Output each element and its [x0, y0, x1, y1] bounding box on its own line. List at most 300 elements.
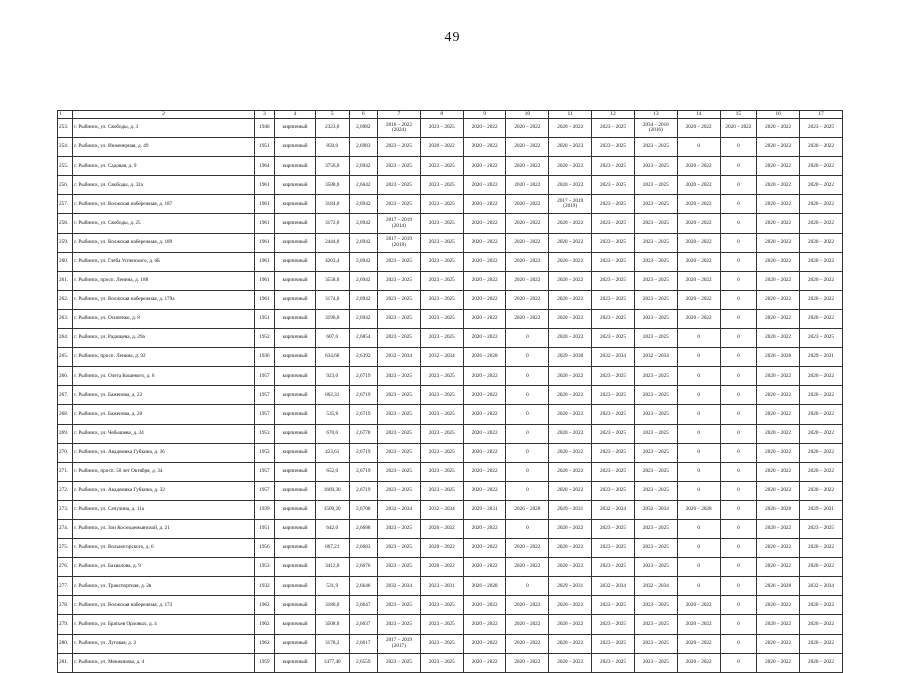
table-row — [58, 290, 843, 309]
table-cell: 2020 – 2022 — [757, 653, 800, 672]
table-cell: 2020 – 2022 — [549, 653, 592, 672]
column-number-cell: 13 — [634, 111, 677, 119]
table-cell: 1957 — [254, 405, 274, 424]
table-cell: 2023 – 2025 — [592, 309, 635, 328]
table-cell: 2,6942 — [349, 195, 378, 214]
table-cell: 2020 – 2022 — [757, 329, 800, 348]
row-number-cell: 266. — [58, 367, 73, 386]
table-cell: 2020 – 2022 — [463, 539, 506, 558]
table-cell: 2023 – 2025 — [378, 462, 421, 481]
table-cell: 2023 – 2025 — [420, 481, 463, 500]
table-cell: 2020 – 2022 — [549, 119, 592, 138]
table-cell: 3186,0 — [315, 596, 349, 615]
table-cell: кирпичный — [275, 386, 316, 405]
table-row — [58, 405, 843, 424]
table-cell: 2029 – 2031 — [800, 500, 843, 519]
table-cell: 1961 — [254, 233, 274, 252]
table-cell: 2,6683 — [349, 539, 378, 558]
table-cell: кирпичный — [275, 271, 316, 290]
table-cell: 2023 – 2025 — [634, 519, 677, 538]
table-cell: 0 — [720, 634, 757, 653]
table-cell: 3588,0 — [315, 176, 349, 195]
column-number-cell: 1 — [58, 111, 73, 119]
table-cell: 2023 – 2025 — [420, 195, 463, 214]
table-cell: 2020 – 2022 — [506, 233, 549, 252]
address-cell: г. Рыбинск, ул. Чебышева, д. 34 — [73, 424, 254, 443]
table-cell: 0 — [506, 348, 549, 367]
table-cell: 2020 – 2022 — [757, 290, 800, 309]
table-cell: 2020 – 2022 — [800, 424, 843, 443]
table-cell: 2017 – 2019 (2019) — [549, 195, 592, 214]
table-cell: 0 — [720, 386, 757, 405]
table-cell: 2016 – 2022 (2024) — [378, 119, 421, 138]
table-cell: 2020 – 2022 — [506, 558, 549, 577]
table-cell: 2020 – 2022 — [800, 367, 843, 386]
address-cell: г. Рыбинск, просп. Ленина, д. 188 — [73, 271, 254, 290]
row-number-cell: 264. — [58, 329, 73, 348]
table-cell: 2023 – 2025 — [634, 481, 677, 500]
table-cell: 2023 – 2025 — [592, 367, 635, 386]
table-cell: 1951 — [254, 138, 274, 157]
table-cell: 0 — [677, 424, 720, 443]
table-cell: 2020 – 2022 — [677, 252, 720, 271]
table-cell: 0 — [720, 309, 757, 328]
table-cell: 2020 – 2022 — [549, 176, 592, 195]
table-cell: 2020 – 2022 — [463, 271, 506, 290]
table-cell: 2020 – 2022 — [677, 309, 720, 328]
table-cell: 2023 – 2025 — [420, 214, 463, 233]
table-cell: 2,6854 — [349, 329, 378, 348]
table-cell: 2020 – 2022 — [549, 615, 592, 634]
table-cell: 2023 – 2025 — [378, 176, 421, 195]
address-cell: г. Рыбинск, ул. Глеба Успенского, д. 6Б — [73, 252, 254, 271]
table-cell: 2020 – 2022 — [549, 462, 592, 481]
table-cell: 2023 – 2025 — [634, 596, 677, 615]
address-cell: г. Рыбинск, ул. Свободы, д. 3 — [73, 119, 254, 138]
row-number-cell: 255. — [58, 157, 73, 176]
table-cell: 2020 – 2022 — [757, 157, 800, 176]
table-row — [58, 309, 843, 328]
table-cell: 0 — [677, 519, 720, 538]
table-cell: кирпичный — [275, 653, 316, 672]
row-number-cell: 278. — [58, 596, 73, 615]
table-cell: 2023 – 2025 — [378, 367, 421, 386]
row-number-cell: 265. — [58, 348, 73, 367]
table-cell: 1961 — [254, 271, 274, 290]
address-cell: г. Рыбинск, ул. Бахвалова, д. 9 — [73, 558, 254, 577]
table-cell: 2020 – 2022 — [677, 615, 720, 634]
table-cell: 0 — [506, 367, 549, 386]
table-cell: 2020 – 2022 — [463, 157, 506, 176]
table-cell: 2020 – 2022 — [506, 195, 549, 214]
table-cell: 3558,0 — [315, 271, 349, 290]
row-number-cell: 276. — [58, 558, 73, 577]
table-cell: 2022 – 2025 — [420, 157, 463, 176]
table-cell: 0 — [720, 653, 757, 672]
table-cell: 2020 – 2022 — [463, 558, 506, 577]
table-cell: 2020 – 2022 — [420, 519, 463, 538]
table-cell: 0 — [720, 290, 757, 309]
table-cell: 0 — [720, 539, 757, 558]
table-cell: 2020 – 2022 — [463, 309, 506, 328]
table-cell: 2029 – 2030 — [549, 348, 592, 367]
table-cell: 2034 – 2016 (2016) — [634, 119, 677, 138]
table-cell: 2023 – 2025 — [378, 252, 421, 271]
table-cell: 2,6392 — [349, 348, 378, 367]
table-cell: 2020 – 2022 — [549, 519, 592, 538]
table-cell: 1956 — [254, 539, 274, 558]
table-cell: 2023 – 2025 — [634, 615, 677, 634]
table-cell: 0 — [720, 405, 757, 424]
table-cell: 2020 – 2022 — [800, 539, 843, 558]
housing-registry-table — [57, 110, 843, 673]
table-cell: 2020 – 2022 — [463, 176, 506, 195]
address-cell: г. Рыбинск, ул. Сечулина, д. 11а — [73, 500, 254, 519]
table-cell: 2020 – 2022 — [677, 157, 720, 176]
page-number: 49 — [444, 30, 461, 45]
table-cell: 2032 – 2034 — [592, 577, 635, 596]
table-cell: 2023 – 2025 — [634, 462, 677, 481]
table-cell: 2020 – 2022 — [549, 309, 592, 328]
table-cell: 2032 – 2034 — [592, 500, 635, 519]
row-number-cell: 258. — [58, 214, 73, 233]
table-row — [58, 596, 843, 615]
table-cell: 0 — [506, 519, 549, 538]
table-cell: 2020 – 2022 — [800, 176, 843, 195]
table-cell: 2020 – 2022 — [463, 405, 506, 424]
address-cell: г. Рыбинск, ул. Баженова, д. 28 — [73, 405, 254, 424]
table-cell: кирпичный — [275, 462, 316, 481]
table-row — [58, 577, 843, 596]
table-cell: 2,6983 — [349, 138, 378, 157]
table-cell: кирпичный — [275, 138, 316, 157]
table-cell: 1959 — [254, 653, 274, 672]
table-cell: 2020 – 2022 — [757, 214, 800, 233]
table-cell: 2023 – 2025 — [420, 367, 463, 386]
table-cell: 2020 – 2022 — [463, 367, 506, 386]
table-cell: 2,6719 — [349, 443, 378, 462]
table-cell: 0 — [677, 348, 720, 367]
column-number-cell: 16 — [757, 111, 800, 119]
table-cell: 2020 – 2022 — [757, 481, 800, 500]
table-cell: 2023 – 2025 — [592, 233, 635, 252]
table-cell: 2020 – 2022 — [506, 539, 549, 558]
table-cell: 2029 – 2031 — [800, 348, 843, 367]
table-cell: 2020 – 2022 — [463, 615, 506, 634]
column-number-cell: 7 — [378, 111, 421, 119]
row-number-cell: 262. — [58, 290, 73, 309]
table-cell: 0 — [720, 424, 757, 443]
table-cell: 2017 – 2019 (2017) — [378, 634, 421, 653]
table-cell: 0 — [506, 405, 549, 424]
table-cell: 2444,0 — [315, 233, 349, 252]
table-cell: 1509,20 — [315, 500, 349, 519]
table-cell: 2020 – 2022 — [757, 367, 800, 386]
table-cell: 2023 – 2025 — [420, 290, 463, 309]
table-cell: 2023 – 2025 — [592, 653, 635, 672]
table-cell: 2023 – 2025 — [592, 405, 635, 424]
table-row — [58, 653, 843, 672]
table-cell: 2017 – 2019 (2014) — [378, 214, 421, 233]
table-cell: 2,6688 — [349, 519, 378, 538]
table-cell: 2023 – 2025 — [420, 462, 463, 481]
table-cell: 2023 – 2025 — [378, 519, 421, 538]
table-cell: 1953 — [254, 558, 274, 577]
table-cell: 0 — [720, 329, 757, 348]
table-cell: 2023 – 2025 — [634, 195, 677, 214]
address-cell: г. Рыбинск, ул. Менжинова, д. 4 — [73, 653, 254, 672]
table-cell: кирпичный — [275, 329, 316, 348]
table-cell: 2020 – 2022 — [506, 214, 549, 233]
column-number-cell: 14 — [677, 111, 720, 119]
table-cell: 2020 – 2022 — [757, 615, 800, 634]
table-cell: 2020 – 2022 — [800, 558, 843, 577]
table-cell: 2023 – 2025 — [634, 539, 677, 558]
column-number-cell: 4 — [275, 111, 316, 119]
table-cell: 2023 – 2025 — [420, 309, 463, 328]
table-cell: 2023 – 2025 — [420, 443, 463, 462]
row-number-cell: 281. — [58, 653, 73, 672]
table-cell: 1953 — [254, 424, 274, 443]
address-cell: г. Рыбинск, просп. Ленина, д. 92 — [73, 348, 254, 367]
table-cell: 2,6708 — [349, 500, 378, 519]
table-cell: 2023 – 2025 — [420, 424, 463, 443]
table-cell: 2020 – 2022 — [549, 405, 592, 424]
table-cell: 2020 – 2022 — [757, 309, 800, 328]
table-cell: 2023 – 2025 — [592, 176, 635, 195]
table-cell: 2023 – 2025 — [634, 138, 677, 157]
table-cell: 1951 — [254, 309, 274, 328]
table-cell: 2023 – 2025 — [592, 195, 635, 214]
address-cell: г. Рыбинск, ул. Баженова, д. 22 — [73, 386, 254, 405]
table-cell: 0 — [506, 481, 549, 500]
table-cell: 1957 — [254, 481, 274, 500]
table-cell: 2029 – 2031 — [549, 577, 592, 596]
column-number-cell: 3 — [254, 111, 274, 119]
table-cell: 2020 – 2022 — [677, 290, 720, 309]
table-cell: 2023 – 2025 — [634, 252, 677, 271]
table-cell: 1477,40 — [315, 653, 349, 672]
table-cell: 2032 – 2034 — [592, 348, 635, 367]
table-cell: 0 — [720, 157, 757, 176]
table-cell: 2020 – 2022 — [757, 233, 800, 252]
column-number-cell: 15 — [720, 111, 757, 119]
table-cell: 2026 – 2028 — [757, 348, 800, 367]
table-cell: 2023 – 2025 — [592, 481, 635, 500]
address-cell: г. Рыбинск, ул. Радищева, д. 29а — [73, 329, 254, 348]
table-cell: 2023 – 2025 — [592, 271, 635, 290]
table-cell: кирпичный — [275, 577, 316, 596]
table-cell: 2,6637 — [349, 615, 378, 634]
address-cell: г. Рыбинск, ул. Вольногорского, д. 6 — [73, 539, 254, 558]
table-cell: 2020 – 2022 — [506, 634, 549, 653]
table-cell: 1964 — [254, 157, 274, 176]
table-cell: 2023 – 2025 — [378, 443, 421, 462]
table-cell: 1961 — [254, 176, 274, 195]
table-cell: 2020 – 2022 — [549, 252, 592, 271]
table-cell: 2032 – 2034 — [634, 500, 677, 519]
column-number-cell: 10 — [506, 111, 549, 119]
table-cell: 1962 — [254, 596, 274, 615]
table-cell: 2020 – 2022 — [757, 138, 800, 157]
table-cell: 0 — [720, 348, 757, 367]
table-cell: 2020 – 2022 — [800, 653, 843, 672]
table-cell: 2023 – 2025 — [634, 405, 677, 424]
table-cell: 2023 – 2025 — [420, 329, 463, 348]
table-row — [58, 443, 843, 462]
table-cell: кирпичный — [275, 367, 316, 386]
table-cell: 1953 — [254, 443, 274, 462]
table-cell: 2,6778 — [349, 424, 378, 443]
table-cell: 2023 – 2025 — [592, 157, 635, 176]
table-cell: 2020 – 2022 — [800, 309, 843, 328]
table-cell: 2020 – 2022 — [677, 176, 720, 195]
table-cell: 850,0 — [315, 138, 349, 157]
table-cell: 2020 – 2022 — [757, 519, 800, 538]
table-cell: 923,0 — [315, 367, 349, 386]
table-cell: 2020 – 2022 — [800, 214, 843, 233]
table-cell: 2020 – 2022 — [463, 481, 506, 500]
row-number-cell: 270. — [58, 443, 73, 462]
table-cell: 2020 – 2022 — [463, 386, 506, 405]
table-cell: 2020 – 2022 — [800, 271, 843, 290]
row-number-cell: 268. — [58, 405, 73, 424]
table-cell: 2020 – 2022 — [549, 157, 592, 176]
table-cell: 2023 – 2025 — [634, 443, 677, 462]
table-cell: 2023 – 2025 — [634, 309, 677, 328]
table-cell: 2023 – 2025 — [592, 290, 635, 309]
table-cell: 2,6942 — [349, 233, 378, 252]
address-cell: г. Рыбинск, ул. Волжская набережная, д. 173 — [73, 596, 254, 615]
table-cell: 2020 – 2022 — [757, 252, 800, 271]
table-cell: 2023 – 2025 — [378, 157, 421, 176]
table-cell: 0 — [506, 443, 549, 462]
table-row — [58, 348, 843, 367]
table-cell: 2023 – 2025 — [592, 596, 635, 615]
table-cell: 2023 – 2025 — [378, 596, 421, 615]
table-cell: 642,0 — [315, 519, 349, 538]
table-cell: 2,6719 — [349, 386, 378, 405]
row-number-cell: 279. — [58, 615, 73, 634]
table-cell: 3174,0 — [315, 290, 349, 309]
table-cell: кирпичный — [275, 195, 316, 214]
table-cell: 2,6559 — [349, 653, 378, 672]
table-cell: 2020 – 2023 — [549, 138, 592, 157]
table-cell: 2026 – 2028 — [463, 348, 506, 367]
table-cell: 423,61 — [315, 443, 349, 462]
table-cell: 0 — [506, 462, 549, 481]
table-cell: 0 — [506, 577, 549, 596]
table-cell: 2,6617 — [349, 634, 378, 653]
table-cell: 667,21 — [315, 539, 349, 558]
table-cell: 662,31 — [315, 386, 349, 405]
address-cell: г. Рыбинск, ул. Транспортная, д. 2в — [73, 577, 254, 596]
table-cell: 2020 – 2022 — [549, 481, 592, 500]
address-cell: г. Рыбинск, ул. Луговая, д. 3 — [73, 634, 254, 653]
table-cell: 2023 – 2025 — [378, 329, 421, 348]
table-cell: 2023 – 2025 — [378, 290, 421, 309]
table-cell: 2023 – 2025 — [634, 271, 677, 290]
table-row — [58, 195, 843, 214]
table-cell: 2020 – 2022 — [677, 271, 720, 290]
row-number-cell: 269. — [58, 424, 73, 443]
table-cell: 2026 – 2028 — [463, 577, 506, 596]
address-cell: г. Рыбинск, ул. Инженерная, д. 49 — [73, 138, 254, 157]
column-number-cell: 8 — [420, 111, 463, 119]
table-cell: 2032 – 2034 — [800, 577, 843, 596]
table-cell: 2020 – 2022 — [463, 233, 506, 252]
table-cell: 1936 — [254, 348, 274, 367]
table-cell: 670,0 — [315, 424, 349, 443]
table-cell: 2032 – 2034 — [420, 348, 463, 367]
table-cell: 2023 – 2025 — [592, 119, 635, 138]
table-cell: 2026 – 2028 — [677, 500, 720, 519]
address-cell: г. Рыбинск, ул. Зои Космодемьянской, д. 21 — [73, 519, 254, 538]
table-row — [58, 615, 843, 634]
table-cell: 2,6942 — [349, 309, 378, 328]
table-row — [58, 481, 843, 500]
table-cell: 2023 – 2025 — [420, 653, 463, 672]
address-cell: г. Рыбинск, ул. Академика Губкина, д. 36 — [73, 443, 254, 462]
table-cell: 2020 – 2022 — [549, 634, 592, 653]
column-number-row — [58, 111, 843, 119]
table-cell: 2017 – 2019 (2018) — [378, 233, 421, 252]
table-cell: 2020 – 2022 — [800, 233, 843, 252]
table-cell: 2020 – 2022 — [800, 405, 843, 424]
table-cell: 2,6982 — [349, 119, 378, 138]
row-number-cell: 256. — [58, 176, 73, 195]
table-cell: 2032 – 2034 — [378, 577, 421, 596]
row-number-cell: 260. — [58, 252, 73, 271]
table-cell: 2020 – 2022 — [800, 443, 843, 462]
table-cell: 2020 – 2022 — [463, 596, 506, 615]
table-cell: кирпичный — [275, 539, 316, 558]
table-cell: 3172,0 — [315, 214, 349, 233]
table-cell: 2,6647 — [349, 596, 378, 615]
table-cell: 2020 – 2022 — [463, 634, 506, 653]
table-cell: кирпичный — [275, 157, 316, 176]
table-cell: 607,0 — [315, 329, 349, 348]
table-cell: 0 — [720, 252, 757, 271]
table-cell: 2020 – 2022 — [800, 195, 843, 214]
table-cell: 0 — [677, 558, 720, 577]
table-cell: 2023 – 2025 — [634, 634, 677, 653]
address-cell: г. Рыбинск, ул. Свободы, д. 25 — [73, 214, 254, 233]
table-cell: 2020 – 2022 — [549, 596, 592, 615]
table-cell: 0 — [720, 195, 757, 214]
table-cell: 2020 – 2022 — [677, 119, 720, 138]
table-cell: 2020 – 2022 — [800, 481, 843, 500]
table-cell: 2023 – 2025 — [378, 653, 421, 672]
table-cell: кирпичный — [275, 309, 316, 328]
table-cell: 2020 – 2022 — [463, 252, 506, 271]
table-cell: 2020 – 2022 — [757, 596, 800, 615]
table-cell: кирпичный — [275, 615, 316, 634]
table-cell: 0 — [720, 558, 757, 577]
table-cell: 2023 – 2025 — [592, 386, 635, 405]
table-cell: кирпичный — [275, 214, 316, 233]
table-cell: 2020 – 2022 — [800, 157, 843, 176]
table-cell: 2020 – 2022 — [757, 634, 800, 653]
table-cell: 2020 – 2022 — [549, 424, 592, 443]
table-cell: 2023 – 2025 — [592, 634, 635, 653]
table-cell: 0 — [720, 500, 757, 519]
table-cell: 2023 – 2025 — [634, 233, 677, 252]
table-cell: 2,6942 — [349, 252, 378, 271]
table-cell: кирпичный — [275, 519, 316, 538]
row-number-cell: 263. — [58, 309, 73, 328]
table-cell: 2,6942 — [349, 214, 378, 233]
